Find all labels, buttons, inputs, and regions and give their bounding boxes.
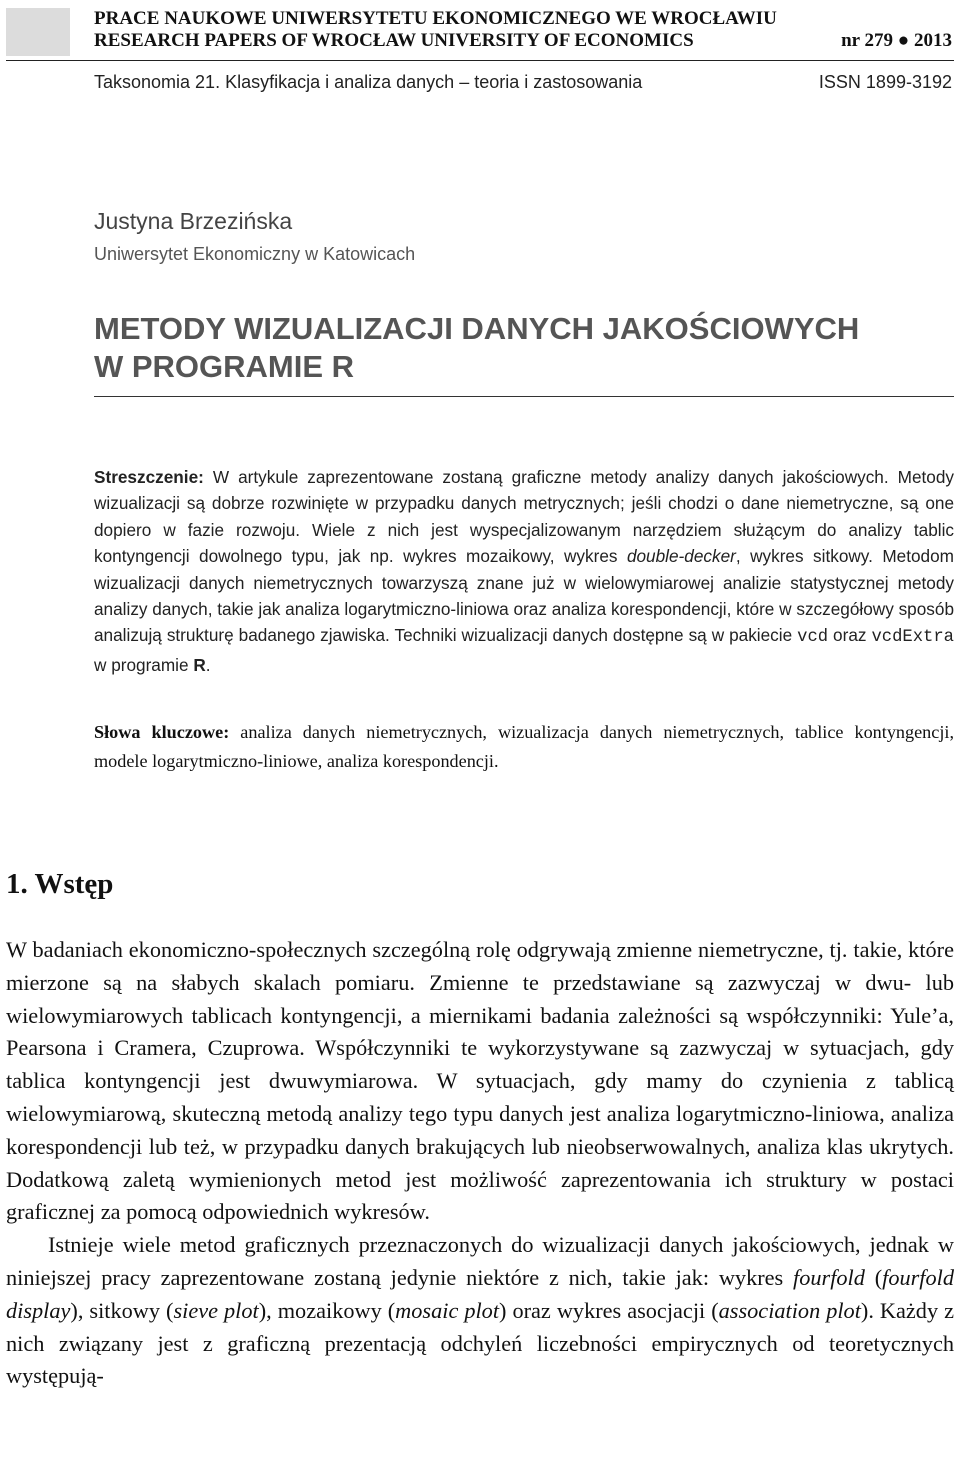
section-title: 1. Wstęp — [6, 868, 114, 900]
journal-name-en: RESEARCH PAPERS OF WROCŁAW UNIVERSITY OF ECONOMICS — [94, 30, 694, 51]
taxonomy-series: Taksonomia 21. Klasyfikacja i analiza danych – teoria i zastosowania — [94, 72, 643, 92]
journal-header — [94, 8, 952, 52]
keywords-label: Słowa kluczowe: — [94, 722, 230, 742]
paragraph-1: W badaniach ekonomiczno-społecznych szczególną rolę odgrywają zmienne niemetryczne, tj. takie, które mierzone są na słabych skalach pomiaru. Zmienne te przedstawiane są zazwyczaj w dwu- lub wielowymiarowych tablicach kontyngencji, a miernikami badania zależności są współczynniki: Yule’a, Pearsona i Cramera, Czuprowa. Współczynniki te wykorzystywane są zazwyczaj w sytuacjach, gdy tablica kontyngencji jest dwuwymiarowa. W sytuacjach, gdy mamy do czynienia z tablicą wielowymiarową, skuteczną metodą analizy tego typu danych jest analiza logarytmiczno-liniowa, analiza korespondencji lub też, w przypadku danych brakujących lub nieobserwowalnych, analiza klas ukrytych. Dodatkową zaletą wymienionych metod jest możliwość zaprezentowania ich struktury w postaci graficznej za pomocą odpowiednich wykresów. — [6, 937, 954, 1225]
paper-title — [94, 310, 954, 386]
package-name-vcd: vcd — [797, 628, 829, 648]
author-affiliation: Uniwersytet Ekonomiczny w Katowicach — [94, 244, 416, 264]
title-divider — [94, 396, 954, 397]
issn: ISSN 1899-3192 — [818, 72, 952, 92]
abstract: Streszczenie: W artykule zaprezentowane zostaną graficzne metody analizy danych jakościowych. Metody wizualizacji są dobrze rozwinięte w przypadku danych metrycznych; jeśli chodzi o dane niemetryczne, są one dopiero w fazie rozwoju. Wiele z nich jest wyspecjalizowanym narzędziem służącym do analizy tablic kontyngencji dowolnego typu, jak np. wykres mozaikowy, wykres double-decker, wykres sitkowy. Metodom wizualizacji danych niemetrycznych towarzyszą znane już w wielowymiarowej analizie statystycznej metody analizy danych, takie jak analiza logarytmiczno-liniowa oraz analiza korespondencji, które w szczegółowy sposób analizują strukturę badanego zjawiska. Techniki wizualizacji danych dostępne są w pakiecie vcd oraz vcdExtra w programie R. — [94, 467, 954, 675]
r-logo-text: R — [331, 349, 355, 384]
abstract-label: Streszczenie: — [94, 467, 204, 487]
header-divider — [6, 60, 954, 61]
issue-number: nr 279 ● 2013 — [841, 30, 952, 51]
keywords: Słowa kluczowe: analiza danych niemetrycznych, wizualizacja danych niemetrycznych, tablice kontyngencji, modele logarytmiczno-liniowe, analiza korespondencji. — [94, 722, 954, 771]
author-name: Justyna Brzezińska — [94, 208, 293, 234]
paragraph-2: Istnieje wiele metod graficznych przeznaczonych do wizualizacji danych jakościowych, jednak w niniejszej pracy zaprezentowane zostaną jedynie niektóre z nich, takie jak: wykres fourfold (fourfold display), sitkowy (sieve plot), mozaikowy (mosaic plot) oraz wykres asocjacji (association plot). Każdy z nich związany jest z graficzną prezentacją odchyleń liczebności empirycznych od teoretycznych występują- — [6, 1232, 954, 1389]
r-logo-text: R — [193, 654, 206, 675]
section-body — [6, 934, 954, 1393]
journal-logo-box — [6, 8, 70, 56]
taxonomy-row — [94, 70, 952, 94]
package-name-vcdextra: vcdExtra — [871, 628, 954, 648]
title-line-2: W PROGRAMIE R — [94, 349, 355, 384]
title-line-1: METODY WIZUALIZACJI DANYCH JAKOŚCIOWYCH — [94, 311, 860, 346]
journal-name-pl: PRACE NAUKOWE UNIWERSYTETU EKONOMICZNEGO WE WROCŁAWIU — [94, 8, 777, 29]
